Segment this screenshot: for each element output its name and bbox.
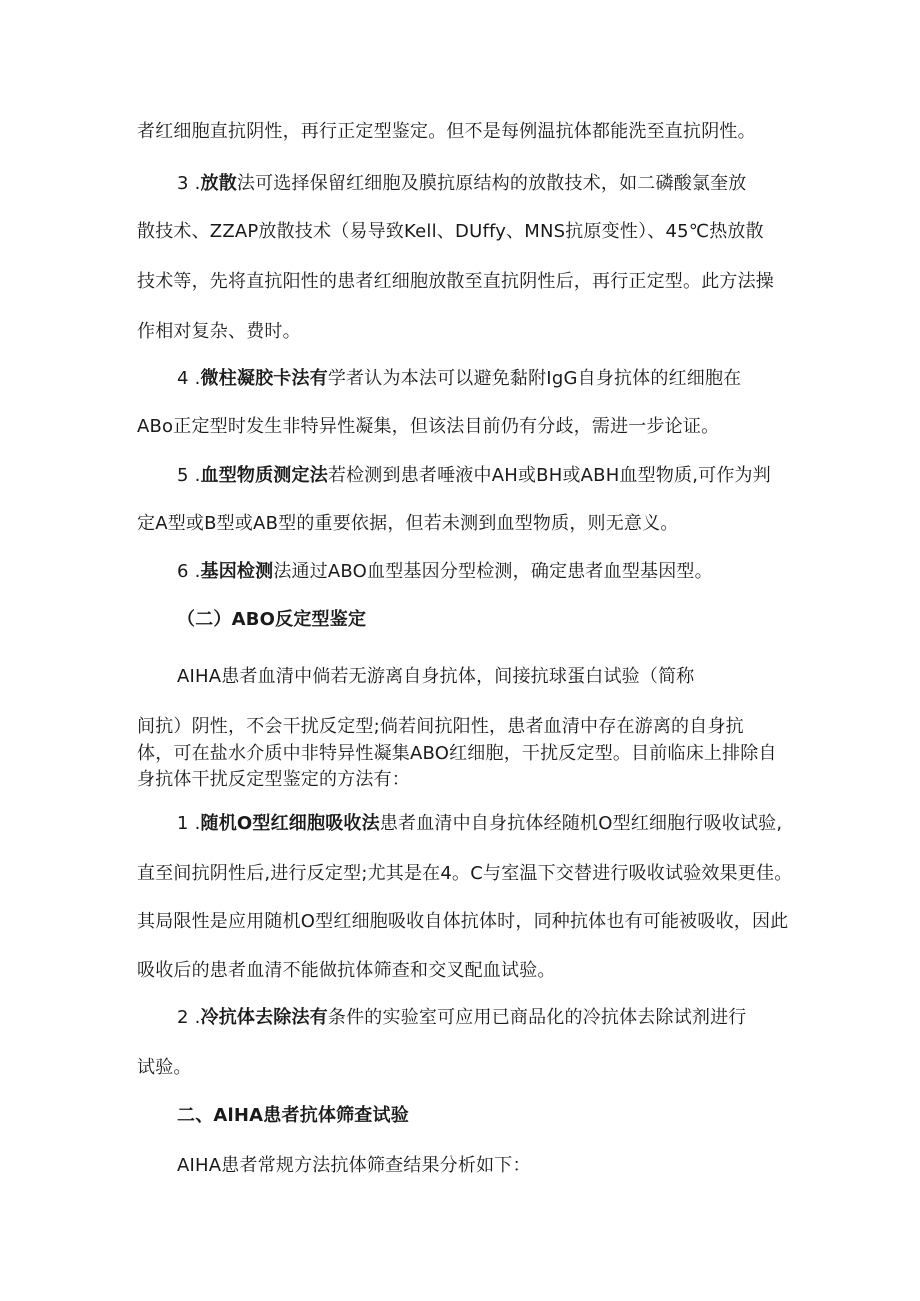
section-title: 基因检测	[200, 561, 274, 582]
section-text: 法通过ABO血型基因分型检测，确定患者血型基因型。	[273, 561, 713, 582]
paragraph-line: AIHA患者血清中倘若无游离自身抗体，间接抗球蛋白试验（简称	[177, 666, 695, 687]
section-4-line-1	[177, 367, 837, 391]
paragraph-line: 直至间抗阴性后,进行反定型;尤其是在4。C与室温下交替进行吸收试验效果更佳。	[137, 863, 793, 884]
paragraph-line: 试验。	[137, 1057, 192, 1078]
section-text: 法可选择保留红细胞及膜抗原结构的放散技术，如二磷酸氯奎放	[236, 173, 747, 194]
paragraph-line: 作相对复杂、费时。	[137, 321, 301, 342]
section-title: 随机O型红细胞吸收法	[200, 813, 380, 834]
section-number: 5 .	[177, 465, 201, 486]
section-text: 患者血清中自身抗体经随机O型红细胞行吸收试验,	[379, 813, 783, 834]
section-number: 2 .	[177, 1007, 201, 1028]
subheading-abo-reverse: （二）ABO反定型鉴定	[177, 609, 367, 630]
paragraph-line: 间抗）阴性，不会干扰反定型;倘若间抗阳性，患者血清中存在游离的自身抗	[137, 716, 744, 737]
section-3-line-1	[177, 172, 837, 196]
section-number: 1 .	[177, 813, 201, 834]
heading-antibody-screening: 二、AlHA患者抗体筛查试验	[177, 1105, 409, 1126]
paragraph-line: 身抗体干扰反定型鉴定的方法有：	[137, 769, 410, 790]
section-text: 若检测到患者唾液中AH或BH或ABH血型物质,可作为判	[327, 465, 771, 486]
paragraph-line: 其局限性是应用随机O型红细胞吸收自体抗体时，同种抗体也有可能被吸收，因此	[137, 911, 789, 932]
section-text: 学者认为本法可以避免黏附IgG自身抗体的红细胞在	[327, 368, 742, 389]
paragraph-line: 者红细胞直抗阴性，再行正定型鉴定。但不是每例温抗体都能洗至直抗阴性。	[137, 121, 756, 142]
section-title: 冷抗体去除法有	[200, 1007, 328, 1028]
section-title: 微柱凝胶卡法有	[200, 368, 328, 389]
paragraph-line: 吸收后的患者血清不能做抗体筛查和交叉配血试验。	[137, 960, 556, 981]
section-text: 条件的实验室可应用已商品化的冷抗体去除试剂进行	[327, 1007, 747, 1028]
paragraph-line: 散技术、ZZAP放散技术（易导致Kell、DUffy、MNS抗原变性）、45℃热放散	[137, 221, 764, 242]
paragraph-line: 体，可在盐水介质中非特异性凝集ABO红细胞，干扰反定型。目前临床上排除自	[137, 743, 777, 764]
section-6-line-1	[177, 560, 837, 584]
section-5-line-1	[177, 464, 837, 488]
paragraph-line: AIHA患者常规方法抗体筛查结果分析如下：	[177, 1155, 531, 1176]
reverse-2-line-1	[177, 1006, 837, 1030]
paragraph-line: ABo正定型时发生非特异性凝集，但该法目前仍有分歧，需进一步论证。	[137, 416, 720, 437]
paragraph-line: 技术等，先将直抗阳性的患者红细胞放散至直抗阴性后，再行正定型。此方法操	[137, 271, 774, 292]
section-title: 放散	[200, 173, 237, 194]
section-number: 6 .	[177, 561, 201, 582]
paragraph-line: 定A型或B型或AB型的重要依据，但若未测到血型物质，则无意义。	[137, 513, 679, 534]
section-number: 3 .	[177, 173, 201, 194]
section-title: 血型物质测定法	[200, 465, 328, 486]
section-number: 4 .	[177, 368, 201, 389]
reverse-1-line-1	[177, 812, 837, 836]
